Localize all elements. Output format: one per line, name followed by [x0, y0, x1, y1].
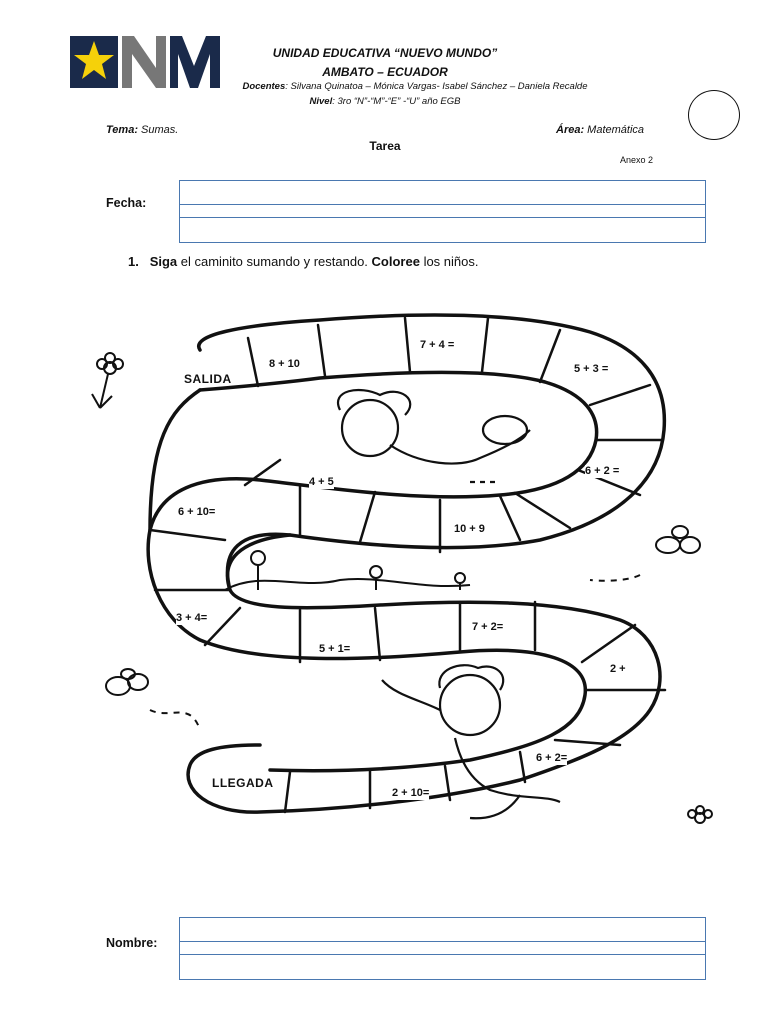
instruction-text-2: los niños.	[419, 254, 479, 269]
start-label: SALIDA	[184, 372, 232, 386]
instruction-verb-color: Coloree	[371, 254, 420, 269]
school-city: AMBATO – ECUADOR	[322, 65, 448, 79]
topic-value: Sumas.	[138, 124, 179, 136]
child-lying-illustration	[338, 390, 530, 482]
subject-label: Área:	[556, 124, 585, 136]
grass-icon	[225, 551, 470, 590]
flower-icon	[688, 806, 712, 823]
finish-label: LLEGADA	[212, 776, 274, 790]
butterfly-icon	[106, 669, 200, 730]
writing-line	[180, 217, 705, 218]
name-field[interactable]	[179, 917, 706, 980]
path-expression: 2 +	[610, 663, 626, 675]
instruction	[128, 254, 479, 269]
path-expression: 7 + 2=	[472, 621, 504, 633]
level-label: Nivel	[309, 96, 333, 107]
teachers-line	[150, 81, 680, 92]
name-label: Nombre:	[106, 936, 158, 950]
instruction-verb-follow: Siga	[149, 254, 178, 269]
writing-line	[180, 954, 705, 955]
path-expression: 4 + 5	[309, 476, 334, 488]
date-field[interactable]	[179, 180, 706, 243]
annex-label: Anexo 2	[620, 155, 654, 165]
level-line	[150, 96, 620, 107]
instruction-number: 1.	[128, 254, 139, 269]
level-value: : 3ro “N”-“M”-“E” -“U” año EGB	[332, 96, 461, 107]
path-expression: 6 + 2=	[536, 752, 568, 764]
path-expression: 7 + 4 =	[420, 339, 455, 351]
path-expression: 3 + 4=	[176, 612, 208, 624]
teachers-label: Docentes	[242, 81, 286, 92]
path-expression: 6 + 2 =	[585, 465, 620, 477]
writing-line	[180, 204, 705, 205]
topic-label: Tema:	[106, 124, 138, 136]
path-expression: 10 + 9	[454, 523, 485, 535]
subject-line	[556, 124, 644, 136]
path-expression: 2 + 10=	[392, 787, 430, 799]
path-expression: 8 + 10	[269, 358, 300, 370]
path-expression: 5 + 1=	[319, 643, 351, 655]
path-expression: 6 + 10=	[178, 506, 216, 518]
subject-value: Matemática	[584, 124, 645, 136]
writing-line	[180, 941, 705, 942]
page-title: Tarea	[369, 139, 401, 153]
teachers-names: : Silvana Quinatoa – Mónica Vargas- Isabel Sánchez – Daniela Recalde	[285, 81, 588, 92]
school-name: UNIDAD EDUCATIVA “NUEVO MUNDO”	[272, 46, 498, 60]
butterfly-icon	[590, 526, 700, 581]
date-label: Fecha:	[106, 196, 147, 210]
grade-circle[interactable]	[688, 90, 740, 140]
instruction-text-1: el caminito sumando y restando.	[177, 254, 372, 269]
path-board	[0, 290, 768, 850]
topic-line	[106, 124, 178, 136]
flower-icon	[92, 353, 123, 408]
path-expression: 5 + 3 =	[574, 363, 609, 375]
